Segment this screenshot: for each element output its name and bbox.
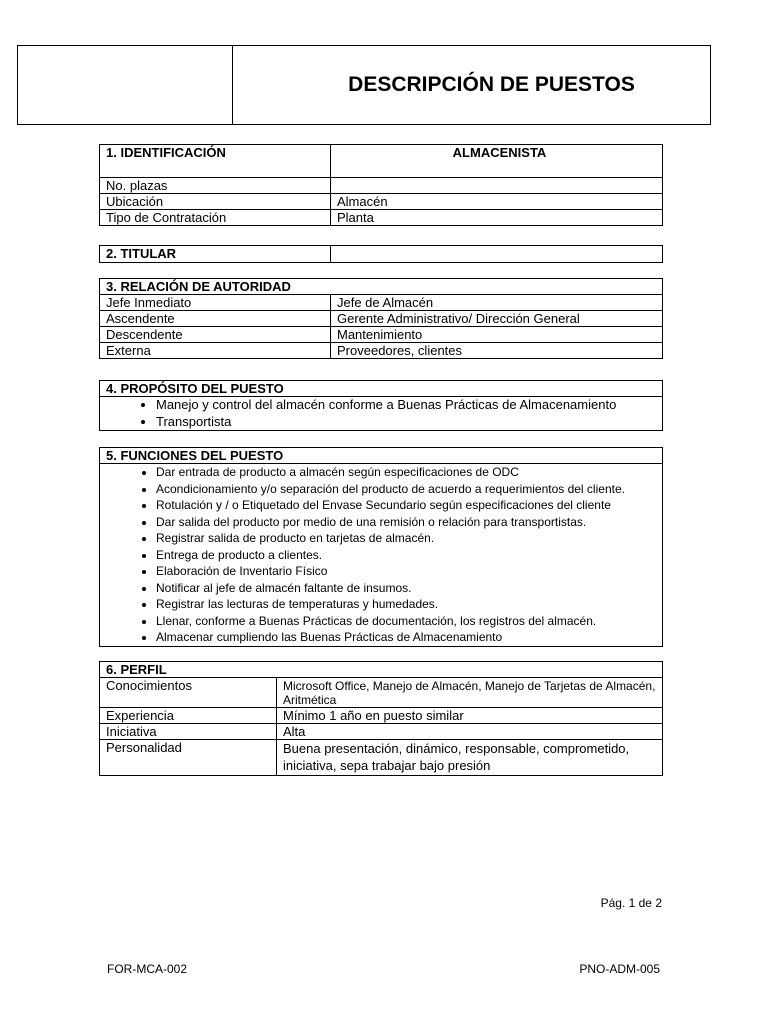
field-value: Proveedores, clientes <box>331 343 663 359</box>
field-value: Gerente Administrativo/ Dirección General <box>331 311 663 327</box>
funciones-table <box>99 447 663 647</box>
perfil-table <box>99 661 663 776</box>
field-label: Descendente <box>100 327 331 343</box>
field-value: Mantenimiento <box>331 327 663 343</box>
list-item: • Dar salida del producto por medio de una remisión o relación para transportistas. <box>156 514 662 531</box>
identificacion-heading: 1. IDENTIFICACIÓN <box>100 145 331 178</box>
autoridad-heading: 3. RELACIÓN DE AUTORIDAD <box>100 279 663 295</box>
field-value: Almacén <box>331 194 663 210</box>
funciones-list-cell <box>100 464 663 647</box>
funciones-heading: 5. FUNCIONES DEL PUESTO <box>100 448 663 464</box>
footer-left-code: FOR-MCA-002 <box>107 962 188 976</box>
identificacion-table <box>99 144 663 226</box>
proposito-list-cell <box>100 397 663 431</box>
field-value: Microsoft Office, Manejo de Almacén, Manejo de Tarjetas de Almacén, Aritmética <box>277 678 663 708</box>
field-label: Conocimientos <box>100 678 277 708</box>
field-value <box>331 178 663 194</box>
field-label: Ubicación <box>100 194 331 210</box>
field-value: Planta <box>331 210 663 226</box>
titular-value <box>331 246 663 263</box>
proposito-heading: 4. PROPÓSITO DEL PUESTO <box>100 381 663 397</box>
field-value: Jefe de Almacén <box>331 295 663 311</box>
field-label: Externa <box>100 343 331 359</box>
proposito-list <box>106 397 662 430</box>
field-label: Personalidad <box>100 740 277 776</box>
titular-table <box>99 245 663 263</box>
list-item: • Manejo y control del almacén conforme a Buenas Prácticas de Almacenamiento <box>156 397 662 414</box>
perfil-heading: 6. PERFIL <box>100 662 663 678</box>
page-title: DESCRIPCIÓN DE PUESTOS <box>348 73 635 96</box>
page-number: Pág. 1 de 2 <box>600 896 662 910</box>
document-header <box>17 45 711 125</box>
list-item: • Transportista <box>156 414 662 431</box>
list-item: • Rotulación y / o Etiquetado del Envase Secundario según especificaciones del cliente <box>156 497 662 514</box>
field-label: Jefe Inmediato <box>100 295 331 311</box>
autoridad-table <box>99 278 663 359</box>
field-label: Experiencia <box>100 708 277 724</box>
funciones-list <box>106 464 662 646</box>
titular-heading: 2. TITULAR <box>100 246 331 263</box>
list-item: • Dar entrada de producto a almacén según especificaciones de ODC <box>156 464 662 481</box>
field-label: No. plazas <box>100 178 331 194</box>
list-item: • Registrar salida de producto en tarjetas de almacén. <box>156 530 662 547</box>
list-item: • Notificar al jefe de almacén faltante de insumos. <box>156 580 662 597</box>
footer-right-code: PNO-ADM-005 <box>579 962 660 976</box>
field-value: Mínimo 1 año en puesto similar <box>277 708 663 724</box>
field-value: Alta <box>277 724 663 740</box>
list-item: • Registrar las lecturas de temperaturas y humedades. <box>156 596 662 613</box>
proposito-table <box>99 380 663 431</box>
puesto-name: ALMACENISTA <box>331 145 663 178</box>
field-value: Buena presentación, dinámico, responsable, comprometido, iniciativa, sepa trabajar bajo presión <box>277 740 663 776</box>
list-item: • Llenar, conforme a Buenas Prácticas de documentación, los registros del almacén. <box>156 613 662 630</box>
list-item: • Entrega de producto a clientes. <box>156 547 662 564</box>
field-label: Iniciativa <box>100 724 277 740</box>
list-item: • Almacenar cumpliendo las Buenas Prácticas de Almacenamiento <box>156 629 662 646</box>
field-label: Tipo de Contratación <box>100 210 331 226</box>
list-item: • Acondicionamiento y/o separación del producto de acuerdo a requerimientos del cliente. <box>156 481 662 498</box>
logo-area <box>18 46 233 124</box>
list-item: • Elaboración de Inventario Físico <box>156 563 662 580</box>
field-label: Ascendente <box>100 311 331 327</box>
